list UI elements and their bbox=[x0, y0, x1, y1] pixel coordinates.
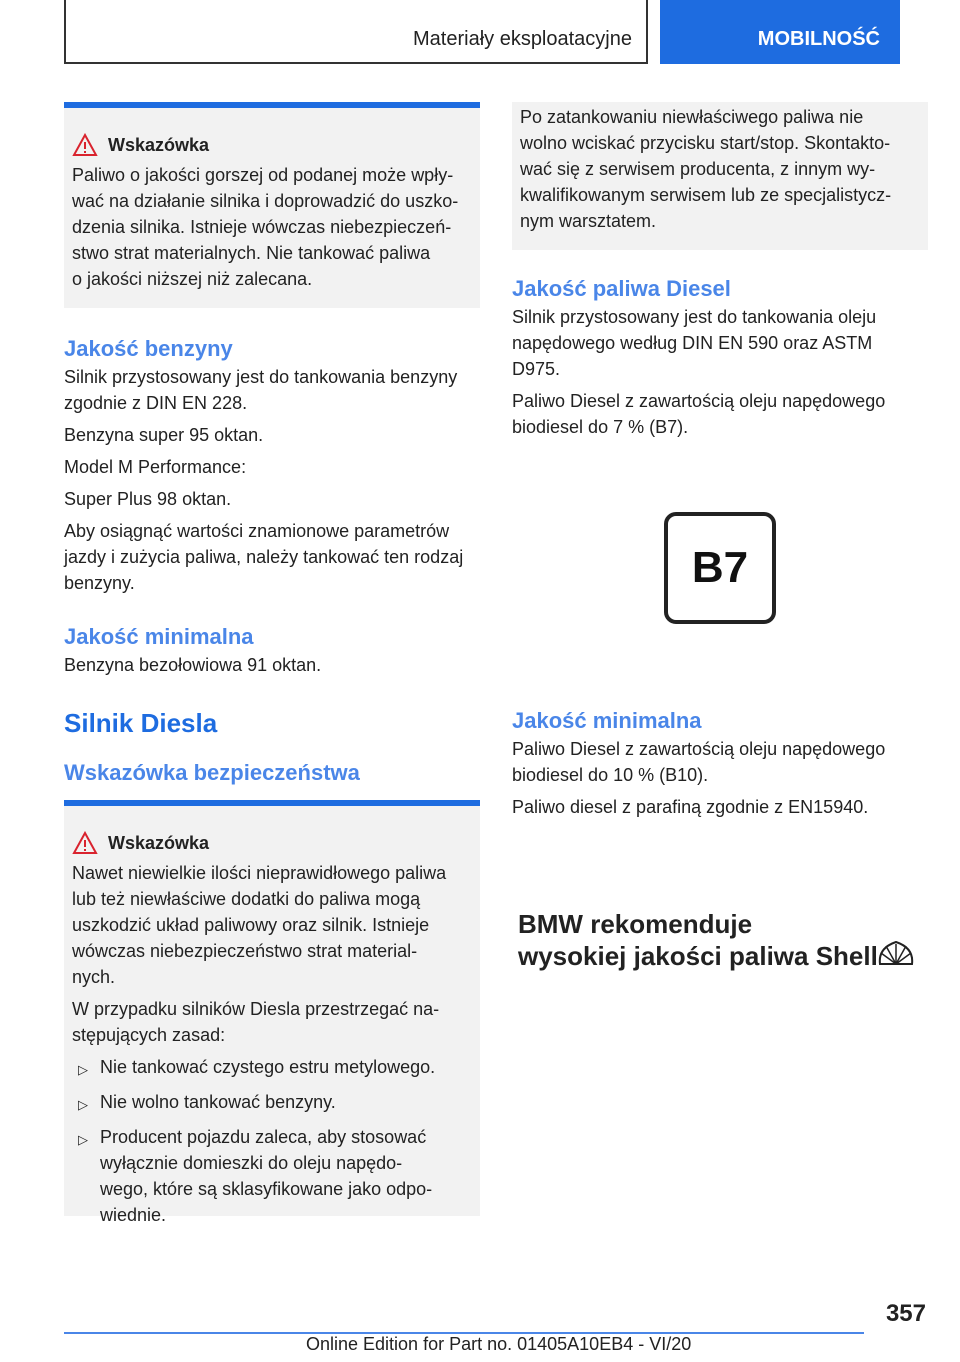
note-text-line: uszkodzić układ paliwowy oraz silnik. Istnieje bbox=[72, 915, 430, 935]
b7-fuel-label: B7 bbox=[664, 512, 776, 624]
note-text-line: o jakości niższej niż zalecana. bbox=[72, 269, 313, 289]
shell-logo-icon bbox=[876, 938, 916, 970]
list-item-text: wiednie. bbox=[100, 1205, 167, 1225]
body-line: Benzyna bezołowiowa 91 oktan. bbox=[64, 655, 322, 675]
note-text-line: wać się z serwisem producenta, z innym wy- bbox=[520, 159, 876, 179]
shell-line: BMW rekomenduje bbox=[518, 909, 753, 939]
note-text-line: lub też niewłaściwe dodatki do paliwa mogą bbox=[72, 889, 421, 909]
warning-note-continued bbox=[512, 102, 928, 250]
body-line: Silnik przystosowany jest do tankowania benzyny bbox=[64, 367, 458, 387]
note-text-line: kwalifikowanym serwisem lub ze specjalistycz- bbox=[520, 185, 892, 205]
body-line: benzyny. bbox=[64, 573, 135, 593]
safety-heading: Wskazówka bezpieczeństwa bbox=[64, 760, 360, 785]
body-line: jazdy i zużycia paliwa, należy tankować ten rodzaj bbox=[64, 547, 464, 567]
petrol-quality-section bbox=[64, 334, 484, 596]
note-header bbox=[72, 132, 472, 158]
body-line: Paliwo diesel z parafiną zgodnie z EN15940. bbox=[512, 797, 869, 817]
list-item bbox=[72, 1054, 472, 1083]
bullet-triangle-icon: ▷ bbox=[78, 1132, 88, 1147]
list-item-text: wego, które są sklasyfikowane jako odpo- bbox=[100, 1179, 433, 1199]
body-line: biodiesel do 10 % (B10). bbox=[512, 765, 709, 785]
shell-line: wysokiej jakości paliwa Shell bbox=[518, 941, 878, 971]
note-text-line: Nawet niewielkie ilości nieprawidłowego paliwa bbox=[72, 863, 447, 883]
note-title: Wskazówka bbox=[108, 135, 210, 155]
note-text-line: Po zatankowaniu niewłaściwego paliwa nie bbox=[520, 107, 864, 127]
chapter-tab[interactable]: MOBILNOŚĆ bbox=[660, 0, 900, 64]
body-line: Aby osiągnąć wartości znamionowe parametrów bbox=[64, 521, 450, 541]
warning-icon bbox=[72, 133, 98, 157]
body-line: biodiesel do 7 % (B7). bbox=[512, 417, 689, 437]
edition-text: Online Edition for Part no. 01405A10EB4 - VI/20 bbox=[306, 1334, 692, 1354]
body-line: Model M Performance: bbox=[64, 457, 247, 477]
note-text-line: stwo strat materialnych. Nie tankować paliwa bbox=[72, 243, 431, 263]
diesel-engine-heading: Silnik Diesla bbox=[64, 708, 218, 738]
petrol-quality-heading: Jakość benzyny bbox=[64, 336, 233, 361]
note-text-line: Paliwo o jakości gorszej od podanej może wpły- bbox=[72, 165, 454, 185]
list-item-text: Nie tankować czystego estru metylowego. bbox=[100, 1057, 436, 1077]
warning-note-fuel-quality bbox=[64, 102, 480, 308]
diesel-section bbox=[64, 706, 484, 788]
warning-note-diesel bbox=[64, 800, 480, 1225]
diesel-quality-section bbox=[512, 274, 932, 440]
note-text-line: nych. bbox=[72, 967, 116, 987]
body-line: Super Plus 98 oktan. bbox=[64, 489, 232, 509]
note-accent-bar bbox=[64, 102, 480, 108]
note-text-line: stępujących zasad: bbox=[72, 1025, 226, 1045]
warning-icon bbox=[72, 831, 98, 855]
minimum-quality-heading: Jakość minimalna bbox=[512, 708, 702, 733]
header-frame bbox=[64, 0, 648, 64]
note-header bbox=[72, 830, 472, 856]
list-item bbox=[72, 1124, 472, 1228]
diesel-quality-heading: Jakość paliwa Diesel bbox=[512, 276, 731, 301]
minimum-quality-heading: Jakość minimalna bbox=[64, 624, 254, 649]
body-line: Paliwo Diesel z zawartością oleju napędowego bbox=[512, 391, 886, 411]
page-number: 357 bbox=[885, 1300, 926, 1327]
section-title: Materiały eksploatacyjne bbox=[413, 28, 632, 50]
body-line: Benzyna super 95 oktan. bbox=[64, 425, 264, 445]
note-text-line: W przypadku silników Diesla przestrzegać na- bbox=[72, 999, 440, 1019]
list-item bbox=[72, 1089, 472, 1118]
list-item-text: Producent pojazdu zaleca, aby stosować bbox=[100, 1127, 427, 1147]
body-line: napędowego według DIN EN 590 oraz ASTM bbox=[512, 333, 873, 353]
body-line: D975. bbox=[512, 359, 561, 379]
bullet-triangle-icon: ▷ bbox=[78, 1062, 88, 1077]
body-line: Silnik przystosowany jest do tankowania oleju bbox=[512, 307, 877, 327]
body-line: Paliwo Diesel z zawartością oleju napędowego bbox=[512, 739, 886, 759]
bullet-triangle-icon: ▷ bbox=[78, 1097, 88, 1112]
note-accent-bar bbox=[64, 800, 480, 806]
note-text-line: wolno wciskać przycisku start/stop. Skontakto- bbox=[520, 133, 891, 153]
note-text-line: dzenia silnika. Istnieje wówczas niebezpieczeń- bbox=[72, 217, 452, 237]
note-text-line: wać na działanie silnika i doprowadzić do uszko- bbox=[72, 191, 459, 211]
note-title: Wskazówka bbox=[108, 833, 210, 853]
note-text-line: wówczas niebezpieczeństwo strat material- bbox=[72, 941, 418, 961]
note-text-line: nym warsztatem. bbox=[520, 211, 657, 231]
body-line: zgodnie z DIN EN 228. bbox=[64, 393, 248, 413]
list-item-text: wyłącznie domieszki do oleju napędo- bbox=[100, 1153, 403, 1173]
list-item-text: Nie wolno tankować benzyny. bbox=[100, 1092, 336, 1112]
diesel-minimum-section bbox=[512, 706, 932, 820]
petrol-minimum-section bbox=[64, 622, 484, 678]
shell-recommendation bbox=[518, 908, 878, 972]
